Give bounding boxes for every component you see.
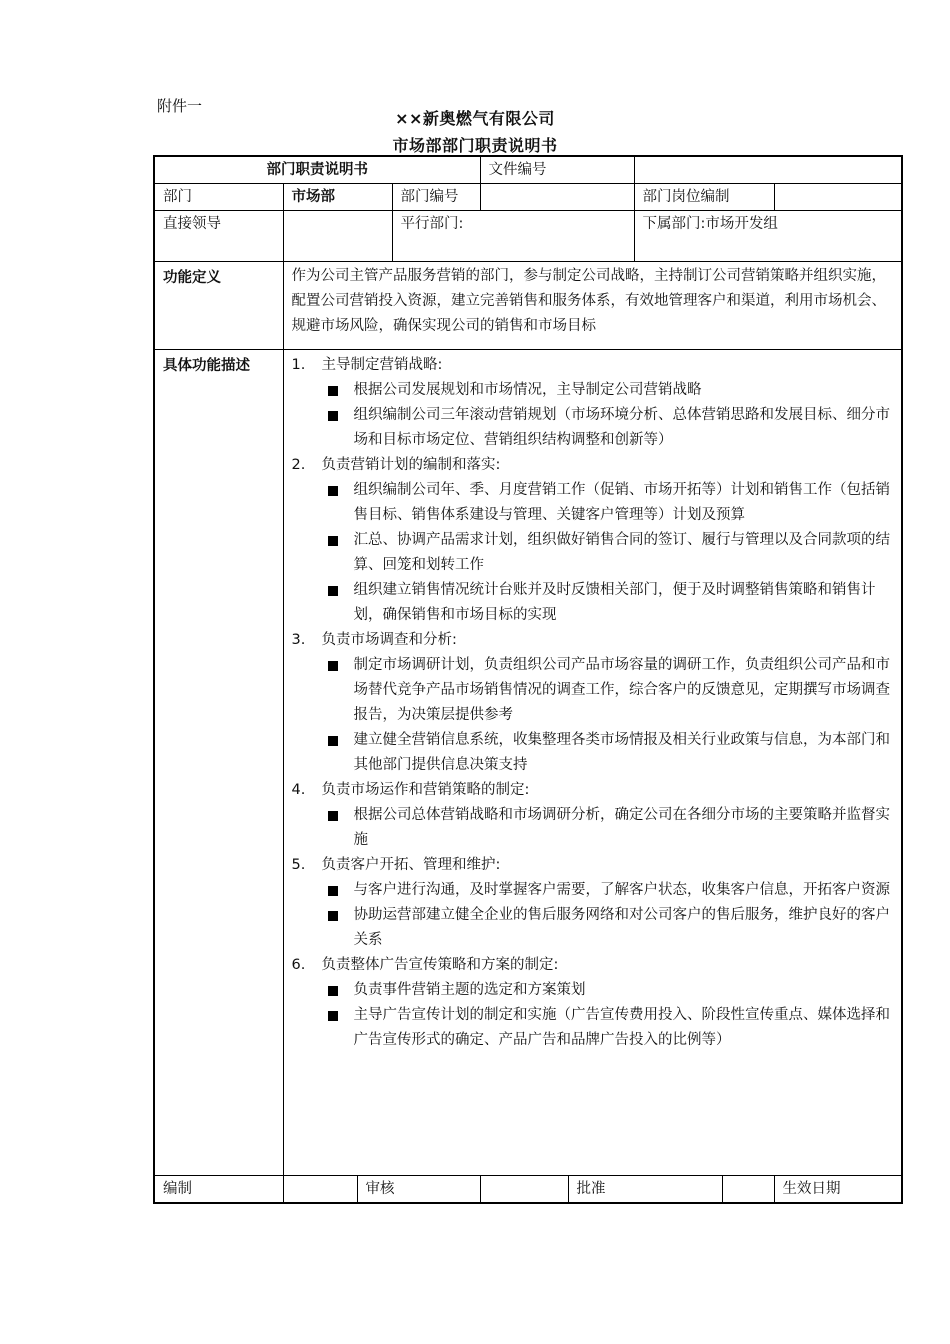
desc-bullet: [292, 528, 894, 578]
square-bullet-icon: [328, 911, 338, 921]
desc-bullet-text: 与客户进行沟通，及时掌握客户需要，了解客户状态，收集客户信息，开拓客户资源: [353, 882, 890, 898]
desc-bullet: [292, 903, 894, 953]
reviewed-value: [480, 1176, 568, 1204]
desc-bullet: [292, 478, 894, 528]
dept-row: [154, 184, 902, 211]
desc-bullet: [292, 728, 894, 778]
desc-bullet-text: 组织编制公司年、季、月度营销工作（促销、市场开拓等）计划和销售工作（包括销售目标、销售体系建设与管理、关键客户管理等）计划及预算: [353, 482, 890, 523]
dept-no-value: [480, 184, 634, 211]
desc-item: [292, 453, 894, 478]
dept-no-label: 部门编号: [392, 184, 480, 211]
function-def-row: [154, 262, 902, 350]
leader-value: [283, 211, 392, 262]
desc-bullet: [292, 803, 894, 853]
desc-item-title: 负责营销计划的编制和落实:: [321, 457, 501, 473]
sub-dept-label: 下属部门:市场开发组: [634, 211, 902, 262]
desc-bullet: [292, 578, 894, 628]
desc-bullet-text: 根据公司总体营销战略和市场调研分析，确定公司在各细分市场的主要策略并监督实施: [353, 807, 890, 848]
desc-bullet-text: 主导广告宣传计划的制定和实施（广告宣传费用投入、阶段性宣传重点、媒体选择和广告宣传形式的确定、产品广告和品牌广告投入的比例等）: [353, 1007, 890, 1048]
desc-bullet: [292, 653, 894, 728]
parallel-dept-label: 平行部门:: [392, 211, 634, 262]
desc-item-number: 2.: [291, 457, 306, 473]
document-title: 市场部部门职责说明书: [392, 136, 558, 155]
desc-item-number: 3.: [291, 632, 306, 648]
square-bullet-icon: [328, 411, 338, 421]
desc-bullet-text: 组织编制公司三年滚动营销规划（市场环境分析、总体营销思路和发展目标、细分市场和目标市场定位、营销组织结构调整和创新等）: [353, 407, 890, 448]
doc-title-cell: 部门职责说明书: [154, 156, 480, 184]
square-bullet-icon: [328, 811, 338, 821]
desc-item: [292, 953, 894, 978]
desc-bullet: [292, 978, 894, 1003]
desc-item-title: 负责市场调查和分析:: [321, 632, 457, 648]
desc-item: [292, 353, 894, 378]
function-def-text: 作为公司主管产品服务营销的部门，参与制定公司战略，主持制订公司营销策略并组织实施，配置公司营销投入资源，建立完善销售和服务体系，有效地管理客户和渠道，利用市场机会、规避市场风险，确保实现公司的销售和市场目标: [283, 262, 902, 350]
square-bullet-icon: [328, 736, 338, 746]
desc-item-title: 负责整体广告宣传策略和方案的制定:: [321, 957, 559, 973]
square-bullet-icon: [328, 886, 338, 896]
desc-item-number: 1.: [291, 357, 306, 373]
square-bullet-icon: [328, 486, 338, 496]
square-bullet-icon: [328, 1011, 338, 1021]
desc-item-title: 负责市场运作和营销策略的制定:: [321, 782, 530, 798]
desc-item: [292, 628, 894, 653]
file-no-value: [634, 156, 902, 184]
footer-row: [154, 1176, 902, 1204]
responsibility-table: [153, 155, 903, 1204]
square-bullet-icon: [328, 536, 338, 546]
dept-value: 市场部: [283, 184, 392, 211]
post-label: 部门岗位编制: [634, 184, 774, 211]
post-value: [774, 184, 902, 211]
annex-label: 附件一: [157, 97, 203, 115]
desc-bullet-text: 组织建立销售情况统计台账并及时反馈相关部门，便于及时调整销售策略和销售计划，确保销售和市场目标的实现: [353, 582, 876, 623]
prepared-value: [283, 1176, 357, 1204]
desc-item-title: 负责客户开拓、管理和维护:: [321, 857, 501, 873]
square-bullet-icon: [328, 661, 338, 671]
square-bullet-icon: [328, 586, 338, 596]
effective-label: 生效日期: [782, 1181, 841, 1197]
approved-label: 批准: [568, 1176, 722, 1204]
prepared-label: 编制: [154, 1176, 283, 1204]
desc-bullet: [292, 1003, 894, 1053]
header-row: [154, 156, 902, 184]
desc-bullet: [292, 878, 894, 903]
desc-item-number: 5.: [291, 857, 306, 873]
desc-bullet-text: 建立健全营销信息系统，收集整理各类市场情报及相关行业政策与信息，为本部门和其他部门提供信息决策支持: [353, 732, 890, 773]
function-desc-row: [154, 350, 902, 1176]
desc-item: [292, 778, 894, 803]
reviewed-label: 审核: [357, 1176, 480, 1204]
desc-bullet-text: 负责事件营销主题的选定和方案策划: [353, 982, 586, 998]
desc-item-title: 主导制定营销战略:: [321, 357, 443, 373]
desc-bullet: [292, 403, 894, 453]
desc-item: [292, 853, 894, 878]
desc-item-number: 6.: [291, 957, 306, 973]
square-bullet-icon: [328, 386, 338, 396]
effective-date-cell: [774, 1176, 902, 1204]
desc-bullet-text: 根据公司发展规划和市场情况，主导制定公司营销战略: [353, 382, 702, 398]
leader-row: [154, 211, 902, 262]
desc-bullet-text: 协助运营部建立健全企业的售后服务网络和对公司客户的售后服务，维护良好的客户关系: [353, 907, 890, 948]
leader-label: 直接领导: [154, 211, 283, 262]
desc-bullet: [292, 378, 894, 403]
approved-value: [722, 1176, 774, 1204]
desc-bullet-text: 制定市场调研计划，负责组织公司产品市场容量的调研工作，负责组织公司产品和市场替代竞争产品市场销售情况的调查工作，综合客户的反馈意见，定期撰写市场调查报告，为决策层提供参考: [353, 657, 890, 723]
function-desc-label: 具体功能描述: [154, 350, 283, 1176]
square-bullet-icon: [328, 986, 338, 996]
company-title: ××新奥燃气有限公司: [395, 109, 555, 128]
desc-bullet-text: 汇总、协调产品需求计划，组织做好销售合同的签订、履行与管理以及合同款项的结算、回笼和划转工作: [353, 532, 890, 573]
desc-item-number: 4.: [291, 782, 306, 798]
dept-label: 部门: [154, 184, 283, 211]
file-no-label: 文件编号: [480, 156, 634, 184]
function-def-label: 功能定义: [154, 262, 283, 350]
function-desc-list: [283, 350, 902, 1176]
